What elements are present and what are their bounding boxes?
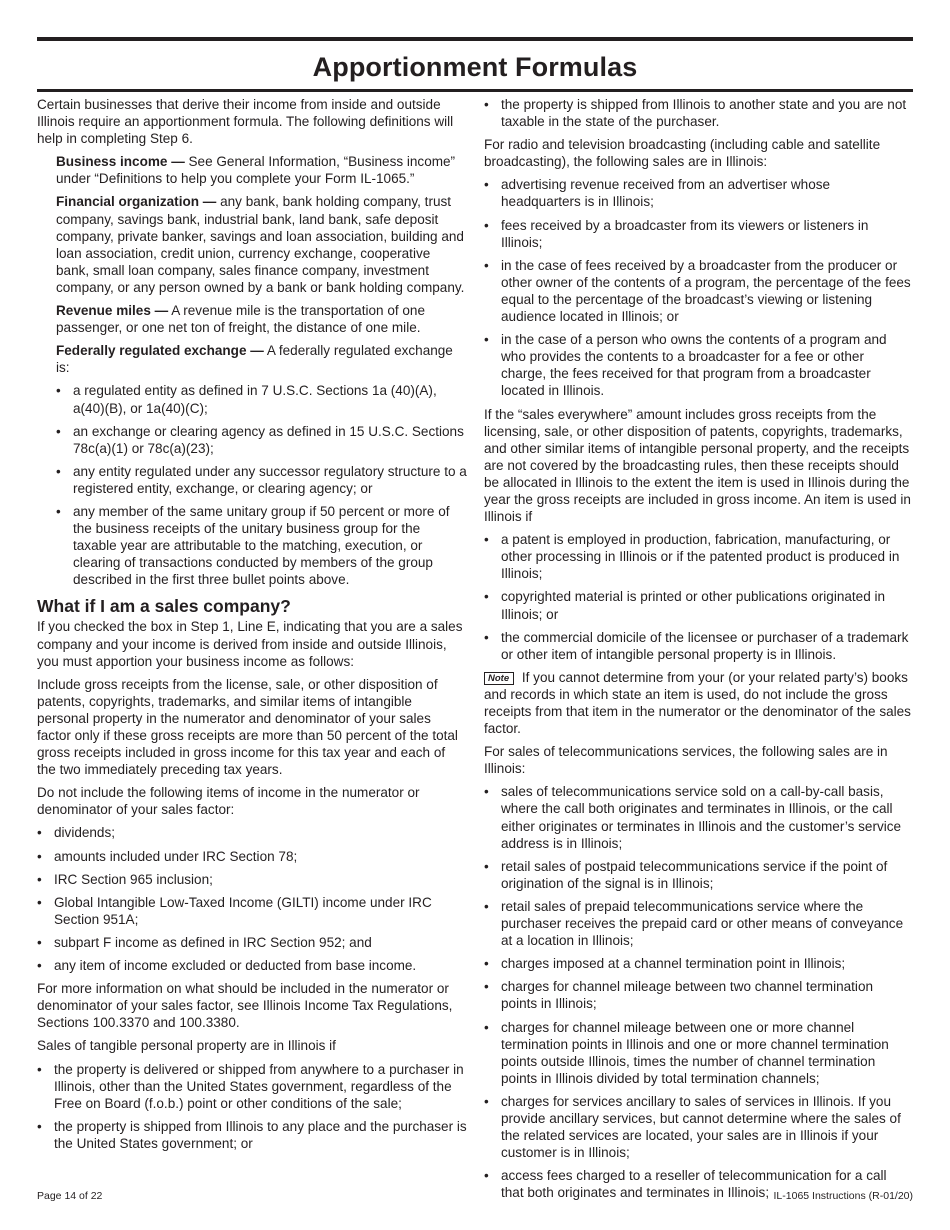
bullet-icon: • bbox=[484, 177, 489, 193]
exclusions-list bbox=[37, 824, 467, 974]
bullet-icon: • bbox=[37, 1118, 42, 1134]
list-item: • IRC Section 965 inclusion; bbox=[37, 871, 213, 887]
right-column bbox=[484, 96, 912, 1207]
intro-paragraph: Certain businesses that derive their income from inside and outside Illinois require an apportionment formula. The following definitions will help in completing Step 6. bbox=[37, 97, 454, 147]
bullet-icon: • bbox=[37, 934, 42, 950]
bullet-icon: • bbox=[56, 503, 61, 519]
more-information-paragraph: For more information on what should be included in the numerator or denominator of your sales factor, see Illinois Income Tax Regulations, Sections 100.3370 and 100.3380. bbox=[37, 981, 453, 1031]
list-item: • the commercial domicile of the licensee or purchaser of a trademark or other item of intangible personal property is in Illinois. bbox=[484, 629, 909, 662]
list-item: • sales of telecommunications service sold on a call-by-call basis, where the call both originates and terminates in Illinois, or the call either originates or terminates in Illinois and the customer’s service address is in Illinois; bbox=[484, 784, 902, 851]
bullet-icon: • bbox=[484, 858, 489, 874]
list-item: • charges for services ancillary to sales of services in Illinois. If you provide ancillary services, but cannot determine where the sales of the related services are located, your sales are in Illinois if your customer is in Illinois; bbox=[484, 1093, 901, 1161]
telecommunications-intro: For sales of telecommunications services, the following sales are in Illinois: bbox=[484, 744, 888, 777]
federally-regulated-exchange-term: Federally regulated exchange — bbox=[56, 343, 264, 359]
bullet-icon: • bbox=[484, 589, 489, 605]
list-item: • subpart F income as defined in IRC Section 952; and bbox=[37, 934, 372, 950]
revenue-miles-text: A revenue mile is the transportation of one passenger, or one net ton of freight, the distance of one mile. bbox=[56, 303, 425, 336]
bullet-icon: • bbox=[484, 532, 489, 548]
list-item: • a patent is employed in production, fabrication, manufacturing, or other processing in Illinois or if the patented product is produced in Illinois; bbox=[484, 532, 900, 582]
federally-regulated-exchange-text: A federally regulated exchange is: bbox=[56, 343, 453, 376]
financial-organization-definition bbox=[56, 193, 467, 296]
bullet-icon: • bbox=[484, 1093, 489, 1109]
left-column bbox=[37, 96, 467, 1158]
list-item: • fees received by a broadcaster from its viewers or listeners in Illinois; bbox=[484, 217, 869, 250]
bullet-icon: • bbox=[484, 979, 489, 995]
bullet-icon: • bbox=[484, 217, 489, 233]
list-item: • charges imposed at a channel termination point in Illinois; bbox=[484, 956, 846, 972]
business-income-term: Business income — bbox=[56, 154, 185, 170]
bullet-icon: • bbox=[484, 332, 489, 348]
bullet-icon: • bbox=[484, 1168, 489, 1184]
bullet-icon: • bbox=[37, 848, 42, 864]
list-item: • the property is delivered or shipped from anywhere to a purchaser in Illinois, other than the United States government, regardless of the Free on Board (f.o.b.) point or other conditions of the sale; bbox=[37, 1061, 464, 1111]
exclusions-intro: Do not include the following items of income in the numerator or denominator of your sales factor: bbox=[37, 785, 420, 818]
business-income-definition bbox=[56, 153, 467, 187]
business-income-text: See General Information, “Business income” under “Definitions to help you complete your Form IL-1065.” bbox=[56, 154, 456, 187]
bullet-icon: • bbox=[37, 871, 42, 887]
list-item: • Global Intangible Low-Taxed Income (GILTI) income under IRC Section 951A; bbox=[37, 894, 432, 927]
bullet-icon: • bbox=[484, 784, 489, 800]
revenue-miles-definition bbox=[56, 302, 467, 336]
note-icon: Note bbox=[484, 672, 514, 685]
bullet-icon: • bbox=[484, 629, 489, 645]
federally-regulated-exchange-list bbox=[56, 382, 467, 588]
telecommunications-list bbox=[484, 783, 912, 1201]
tangible-property-intro: Sales of tangible personal property are in Illinois if bbox=[37, 1038, 336, 1054]
list-item: • a regulated entity as defined in 7 U.S.C. Sections 1a (40)(A), a(40)(B), or 1a(40)(C); bbox=[56, 383, 437, 416]
tangible-property-list-continued bbox=[484, 96, 912, 130]
bullet-icon: • bbox=[37, 1061, 42, 1077]
list-item: • in the case of a person who owns the contents of a program and who provides the contents to a broadcaster for a fee or other charge, the fees received for that program from a broadcaster located in Illinois. bbox=[484, 332, 887, 399]
broadcasting-intro: For radio and television broadcasting (including cable and satellite broadcasting), the following sales are in Illinois: bbox=[484, 137, 881, 170]
list-item: • any entity regulated under any successor regulatory structure to a registered entity, exchange, or clearing agency; or bbox=[56, 463, 467, 496]
bullet-icon: • bbox=[484, 956, 489, 972]
bullet-icon: • bbox=[484, 257, 489, 273]
list-item: • advertising revenue received from an advertiser whose headquarters is in Illinois; bbox=[484, 177, 831, 210]
bullet-icon: • bbox=[484, 898, 489, 914]
broadcasting-list bbox=[484, 176, 912, 399]
list-item: • the property is shipped from Illinois to another state and you are not taxable in the state of the purchaser. bbox=[484, 97, 907, 130]
bullet-icon: • bbox=[56, 423, 61, 439]
list-item: • copyrighted material is printed or other publications originated in Illinois; or bbox=[484, 589, 886, 622]
list-item: • dividends; bbox=[37, 825, 116, 841]
sales-everywhere-paragraph: If the “sales everywhere” amount includes gross receipts from the licensing, sale, or other disposition of patents, copyrights, trademarks, and other similar items of intangible personal property, and the receipts are not covered by the broadcasting rules, then these receipts should be allocated in Illinois to the extent the item is used in Illinois during the year the gross receipts are included in gross income. An item is used in Illinois if bbox=[484, 406, 911, 525]
list-item: • the property is shipped from Illinois to any place and the purchaser is the United States government; or bbox=[37, 1118, 467, 1151]
list-item: • access fees charged to a reseller of telecommunication for a call that both originates and terminates in Illinois; bbox=[484, 1168, 887, 1201]
sales-company-paragraph: If you checked the box in Step 1, Line E, indicating that you are a sales company and your income is derived from inside and outside Illinois, you must apportion your business income as follows: bbox=[37, 619, 463, 669]
list-item: • any member of the same unitary group if 50 percent or more of the business receipts of the unitary business group for the taxable year are attributable to the matching, execution, or clearing of transactions conducted by members of the group described in the first three bullet points above. bbox=[56, 503, 450, 588]
list-item: • an exchange or clearing agency as defined in 15 U.S.C. Sections 78c(a)(1) or 78c(a)(23); bbox=[56, 423, 464, 456]
page-number: Page 14 of 22 bbox=[37, 1190, 103, 1202]
note-text: If you cannot determine from your (or your related party’s) books and records in which state an item is used, do not include the gross receipts from that item in the numerator or the denominator of the sales factor. bbox=[484, 669, 911, 737]
list-item: • in the case of fees received by a broadcaster from the producer or other owner of the contents of a program, the percentage of the fees equal to the percentage of the broadcast’s viewing or listening audience located in Illinois; or bbox=[484, 257, 911, 325]
bullet-icon: • bbox=[56, 383, 61, 399]
tangible-property-list bbox=[37, 1061, 467, 1152]
bullet-icon: • bbox=[37, 825, 42, 841]
note-paragraph bbox=[484, 669, 912, 737]
bullet-icon: • bbox=[484, 97, 489, 112]
list-item: • charges for channel mileage between one or more channel termination points in Illinois and one or more channel termination points outside Illinois, times the number of channel termination points in Illinois divided by total termination channels; bbox=[484, 1019, 889, 1086]
sales-company-heading: What if I am a sales company? bbox=[37, 596, 291, 617]
list-item: • any item of income excluded or deducted from base income. bbox=[37, 958, 417, 974]
page-title: Apportionment Formulas bbox=[312, 52, 638, 82]
list-item: • retail sales of prepaid telecommunications service where the purchaser receives the prepaid card or other means of conveyance at a location in Illinois; bbox=[484, 898, 904, 949]
form-identifier: IL-1065 Instructions (R-01/20) bbox=[773, 1190, 913, 1202]
bullet-icon: • bbox=[56, 463, 61, 479]
item-used-in-illinois-list bbox=[484, 531, 912, 663]
bullet-icon: • bbox=[37, 958, 42, 974]
federally-regulated-exchange-definition bbox=[56, 342, 467, 376]
financial-organization-term: Financial organization — bbox=[56, 194, 217, 210]
top-rule bbox=[37, 37, 913, 41]
list-item: • amounts included under IRC Section 78; bbox=[37, 848, 298, 864]
revenue-miles-term: Revenue miles — bbox=[56, 303, 169, 319]
list-item: • retail sales of postpaid telecommunications service if the point of origination of the signal is in Illinois; bbox=[484, 858, 888, 891]
gross-receipts-paragraph: Include gross receipts from the license, sale, or other disposition of patents, copyrights, trademarks, and similar items of intangible personal property in the numerator and denominator of your sales factor only if these gross receipts are more than 50 percent of the total gross receipts included in gross income for this tax year and each of the two immediately preceding tax years. bbox=[37, 676, 458, 778]
bullet-icon: • bbox=[37, 894, 42, 910]
title-rule bbox=[37, 89, 913, 92]
bullet-icon: • bbox=[484, 1019, 489, 1035]
financial-organization-text: any bank, bank holding company, trust company, savings bank, industrial bank, land bank, safe deposit company, private banker, savings and loan association, building and loan association, credit union, currency exchange, cooperative bank, small loan company, sales finance company, investment company, or any person owned by a bank or bank holding company. bbox=[56, 194, 465, 295]
list-item: • charges for channel mileage between two channel termination points in Illinois; bbox=[484, 979, 874, 1012]
